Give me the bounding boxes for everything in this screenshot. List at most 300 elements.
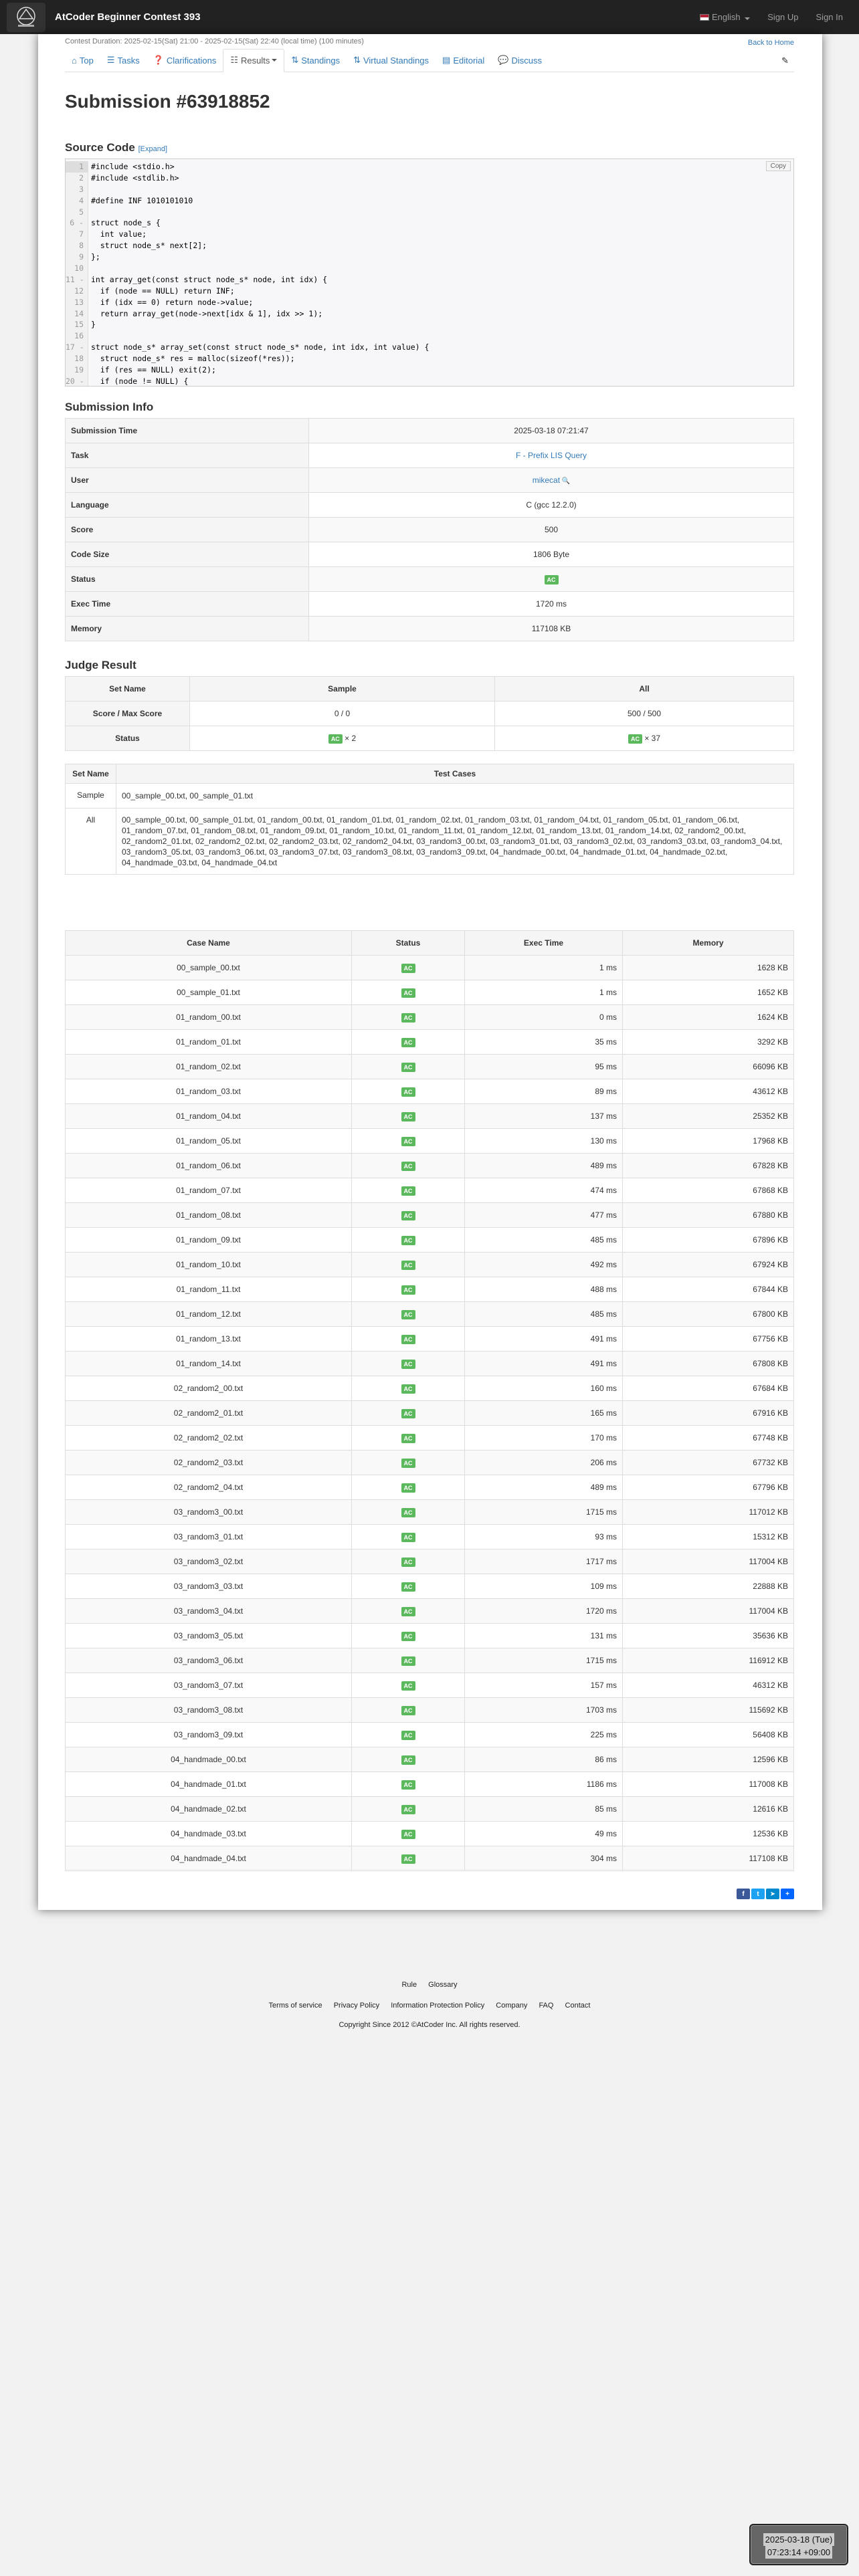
status-badge: AC (401, 1261, 415, 1270)
case-status (352, 1376, 465, 1401)
table-row (66, 980, 794, 1005)
case-exec-time: 1720 ms (465, 1599, 623, 1624)
info-value (309, 493, 794, 518)
case-name: 03_random3_08.txt (66, 1698, 352, 1723)
status-badge: AC (401, 1632, 415, 1641)
test-sets-table (65, 764, 794, 875)
language-selector[interactable] (700, 12, 750, 22)
case-exec-time: 1717 ms (465, 1549, 623, 1574)
comment-icon: 💬 (498, 55, 509, 65)
case-name: 03_random3_00.txt (66, 1500, 352, 1525)
tab-tasks[interactable] (100, 55, 147, 72)
status-badge: AC (401, 1755, 415, 1765)
case-exec-time: 206 ms (465, 1451, 623, 1475)
case-exec-time: 160 ms (465, 1376, 623, 1401)
code-line (66, 342, 793, 353)
case-memory: 66096 KB (623, 1055, 794, 1079)
back-to-home-link[interactable]: Back to Home (747, 39, 794, 47)
case-status (352, 1277, 465, 1302)
tab-label: Top (79, 56, 94, 66)
info-label: User (66, 468, 309, 493)
col-set-name: Set Name (66, 677, 190, 702)
case-name: 04_handmade_01.txt (66, 1772, 352, 1797)
case-status (352, 1698, 465, 1723)
code-text (88, 263, 91, 274)
info-row (66, 542, 794, 567)
code-text: if (node == NULL) return INF; (91, 286, 235, 296)
line-number: 9 (66, 251, 88, 263)
col-memory: Memory (623, 931, 794, 956)
case-exec-time: 1 ms (465, 980, 623, 1005)
code-text: int array_get(const struct node_s* node, int idx) { (91, 274, 328, 284)
code-text: return array_get(node->next[idx & 1], idx >> 1); (91, 308, 323, 318)
tab-virtual-standings[interactable] (347, 55, 436, 72)
case-name: 01_random_13.txt (66, 1327, 352, 1352)
search-icon[interactable]: 🔍 (560, 477, 571, 485)
info-label: Exec Time (66, 592, 309, 617)
footer-link-faq[interactable]: FAQ (539, 2002, 554, 2010)
col-case-name: Case Name (66, 931, 352, 956)
status-badge: AC (401, 1830, 415, 1839)
code-line (66, 308, 793, 320)
code-text: #include <stdio.h> (91, 162, 175, 171)
info-row (66, 567, 794, 592)
case-memory: 117108 KB (623, 1846, 794, 1871)
table-row (66, 1203, 794, 1228)
table-row (66, 1599, 794, 1624)
case-name: 01_random_06.txt (66, 1154, 352, 1178)
info-label: Code Size (66, 542, 309, 567)
user-link[interactable]: mikecat (532, 475, 561, 485)
case-memory: 1624 KB (623, 1005, 794, 1030)
status-badge: AC (401, 1087, 415, 1097)
case-exec-time: 491 ms (465, 1327, 623, 1352)
case-name: 01_random_01.txt (66, 1030, 352, 1055)
home-icon: ⌂ (72, 56, 77, 66)
status-badge: AC (401, 1310, 415, 1319)
code-text: #define INF 1010101010 (91, 195, 193, 205)
code-text (88, 330, 91, 342)
case-name: 03_random3_05.txt (66, 1624, 352, 1648)
submission-info-heading: Submission Info (65, 401, 154, 413)
task-link[interactable]: F - Prefix LIS Query (515, 451, 587, 460)
case-memory: 67896 KB (623, 1228, 794, 1253)
line-number: 6 - (66, 217, 88, 229)
case-exec-time: 492 ms (465, 1253, 623, 1277)
table-row (66, 1549, 794, 1574)
case-status (352, 1253, 465, 1277)
tab-top[interactable] (65, 56, 100, 72)
sample-score: 0 / 0 (190, 702, 495, 726)
case-status (352, 1129, 465, 1154)
case-exec-time: 165 ms (465, 1401, 623, 1426)
case-exec-time: 304 ms (465, 1846, 623, 1871)
status-badge: AC (401, 1854, 415, 1864)
table-row (66, 1352, 794, 1376)
table-row (66, 1401, 794, 1426)
case-name: 01_random_09.txt (66, 1228, 352, 1253)
tab-discuss[interactable] (491, 55, 549, 72)
table-row (66, 1426, 794, 1451)
twitter-icon[interactable]: t (751, 1889, 765, 1899)
line-number: 17 - (66, 342, 88, 353)
code-text: struct node_s { (91, 218, 161, 228)
case-exec-time: 1 ms (465, 956, 623, 980)
copyright: Copyright Since 2012 ©AtCoder Inc. All rights reserved. (339, 2021, 520, 2029)
case-name: 03_random3_06.txt (66, 1648, 352, 1673)
col-set-name: Set Name (66, 764, 116, 784)
table-row (66, 1253, 794, 1277)
case-name: 03_random3_02.txt (66, 1549, 352, 1574)
case-status (352, 980, 465, 1005)
tab-label: Clarifications (166, 55, 217, 66)
tab-label: Tasks (117, 55, 140, 66)
status-badge: AC (401, 1063, 415, 1072)
chevron-down-icon (272, 59, 277, 62)
col-all: All (495, 677, 794, 702)
clock-time: 07:23:14 +09:00 (765, 2546, 832, 2559)
tab-label: Standings (301, 55, 341, 66)
case-memory: 15312 KB (623, 1525, 794, 1549)
line-number: 11 - (66, 274, 88, 286)
sign-in-link[interactable]: Sign In (816, 12, 843, 22)
source-code-heading (65, 141, 167, 154)
table-row (66, 1574, 794, 1599)
tab-label: Virtual Standings (363, 55, 430, 66)
sort-icon: ⇅ (291, 55, 299, 65)
status-badge: AC (545, 575, 559, 584)
status-badge: AC (401, 1558, 415, 1567)
case-memory: 67844 KB (623, 1277, 794, 1302)
share-plus-icon[interactable]: + (781, 1889, 794, 1899)
case-exec-time: 93 ms (465, 1525, 623, 1549)
code-text: if (node != NULL) { (91, 376, 189, 386)
code-line (66, 263, 793, 274)
case-name: 02_random2_03.txt (66, 1451, 352, 1475)
line-number: 4 (66, 195, 88, 207)
case-status (352, 1327, 465, 1352)
case-name: 01_random_05.txt (66, 1129, 352, 1154)
case-name: 00_sample_01.txt (66, 980, 352, 1005)
case-exec-time: 474 ms (465, 1178, 623, 1203)
code-line (66, 274, 793, 286)
case-status (352, 1624, 465, 1648)
case-status (352, 1154, 465, 1178)
case-name: 02_random2_02.txt (66, 1426, 352, 1451)
case-exec-time: 491 ms (465, 1352, 623, 1376)
submission-info-table (65, 418, 794, 641)
case-memory: 56408 KB (623, 1723, 794, 1747)
line-number: 2 (66, 173, 88, 184)
info-value-text: 500 (544, 525, 559, 534)
score-table (65, 676, 794, 751)
line-number: 13 (66, 297, 88, 308)
case-name: 04_handmade_00.txt (66, 1747, 352, 1772)
code-line (66, 207, 793, 218)
case-exec-time: 131 ms (465, 1624, 623, 1648)
code-line (66, 173, 793, 184)
case-status (352, 1352, 465, 1376)
table-row (66, 1030, 794, 1055)
table-row (66, 1129, 794, 1154)
footer-link-info-protection[interactable]: Information Protection Policy (391, 2002, 485, 2010)
info-value (309, 443, 794, 468)
info-row (66, 443, 794, 468)
footer-link-rule[interactable]: Rule (401, 1981, 417, 1989)
code-text: if (idx == 0) return node->value; (91, 297, 254, 307)
case-memory: 25352 KB (623, 1104, 794, 1129)
code-text: struct node_s* res = malloc(sizeof(*res)); (91, 354, 295, 364)
status-badge: AC (401, 1434, 415, 1443)
case-exec-time: 35 ms (465, 1030, 623, 1055)
case-status (352, 1846, 465, 1871)
footer-link-privacy[interactable]: Privacy Policy (333, 2002, 380, 2010)
code-line (66, 184, 793, 195)
case-name: 01_random_14.txt (66, 1352, 352, 1376)
info-value (309, 468, 794, 493)
case-exec-time: 489 ms (465, 1475, 623, 1500)
facebook-icon[interactable]: f (737, 1889, 750, 1899)
case-status (352, 1500, 465, 1525)
case-memory: 67916 KB (623, 1401, 794, 1426)
info-value-text: 1720 ms (535, 599, 567, 609)
status-badge: AC (401, 1805, 415, 1814)
case-status (352, 1178, 465, 1203)
test-cases-table (65, 930, 794, 1871)
code-line (66, 319, 793, 330)
case-exec-time: 0 ms (465, 1005, 623, 1030)
case-name: 03_random3_09.txt (66, 1723, 352, 1747)
table-row (66, 1648, 794, 1673)
sample-count: × 2 (345, 733, 357, 743)
contest-duration: Contest Duration: 2025-02-15(Sat) 21:00 - 2025-02-15(Sat) 22:40 (local time) (100 minutes) (65, 37, 364, 45)
tab-editorial[interactable] (436, 55, 491, 72)
case-memory: 117008 KB (623, 1772, 794, 1797)
case-memory: 12616 KB (623, 1797, 794, 1822)
col-sample: Sample (190, 677, 495, 702)
table-row (66, 1154, 794, 1178)
tab-results[interactable] (223, 49, 284, 72)
contest-brand-link[interactable]: AtCoder Beginner Contest 393 (55, 11, 201, 23)
info-value (309, 592, 794, 617)
case-status (352, 1574, 465, 1599)
book-icon: ▤ (442, 55, 451, 65)
case-memory: 67732 KB (623, 1451, 794, 1475)
line-number: 8 (66, 240, 88, 251)
case-status (352, 956, 465, 980)
info-label: Language (66, 493, 309, 518)
code-line (66, 229, 793, 240)
info-row (66, 592, 794, 617)
status-badge: AC (401, 1013, 415, 1023)
share-buttons (737, 1889, 794, 1899)
case-memory: 67868 KB (623, 1178, 794, 1203)
info-row (66, 493, 794, 518)
case-name: 03_random3_07.txt (66, 1673, 352, 1698)
code-text (88, 207, 91, 218)
fixed-clock (749, 2524, 848, 2565)
case-status (352, 1302, 465, 1327)
list-alt-icon: ☷ (230, 55, 238, 65)
footer-link-glossary[interactable]: Glossary (428, 1981, 458, 1989)
telegram-icon[interactable]: ➤ (766, 1889, 779, 1899)
code-line (66, 286, 793, 297)
case-memory: 67808 KB (623, 1352, 794, 1376)
info-label: Status (66, 567, 309, 592)
list-icon: ☰ (106, 55, 115, 65)
status-badge: AC (628, 734, 642, 744)
case-status (352, 1203, 465, 1228)
status-badge: AC (401, 1038, 415, 1047)
case-status (352, 1599, 465, 1624)
tab-clarifications[interactable] (147, 55, 223, 72)
info-label: Task (66, 443, 309, 468)
case-memory: 67756 KB (623, 1327, 794, 1352)
code-line (66, 217, 793, 229)
col-status: Status (352, 931, 465, 956)
code-line (66, 376, 793, 387)
code-line (66, 353, 793, 364)
info-value (309, 542, 794, 567)
code-text: #include <stdlib.h> (91, 173, 179, 183)
status-badge: AC (401, 1780, 415, 1790)
copy-button[interactable]: Copy (766, 161, 791, 171)
case-memory: 117004 KB (623, 1599, 794, 1624)
pin-icon[interactable]: ✎ (781, 56, 789, 66)
info-label: Memory (66, 617, 309, 641)
info-row (66, 419, 794, 443)
status-badge: AC (401, 1656, 415, 1666)
page-title: Submission #63918852 (65, 91, 270, 112)
source-code-block[interactable] (65, 158, 794, 387)
table-row (66, 1624, 794, 1648)
case-name: 01_random_03.txt (66, 1079, 352, 1104)
atcoder-logo[interactable] (7, 3, 45, 32)
info-row (66, 518, 794, 542)
case-exec-time: 95 ms (465, 1055, 623, 1079)
case-exec-time: 477 ms (465, 1203, 623, 1228)
case-name: 03_random3_01.txt (66, 1525, 352, 1549)
tab-label: Discuss (511, 55, 542, 66)
case-exec-time: 1186 ms (465, 1772, 623, 1797)
us-flag-icon (700, 14, 709, 21)
language-label: English (712, 12, 741, 22)
table-row (66, 1772, 794, 1797)
main-panel (38, 34, 822, 1910)
case-exec-time: 485 ms (465, 1302, 623, 1327)
footer-link-terms[interactable]: Terms of service (268, 2002, 322, 2010)
info-value (309, 419, 794, 443)
table-row (66, 956, 794, 980)
case-name: 01_random_08.txt (66, 1203, 352, 1228)
status-badge: AC (401, 1731, 415, 1740)
code-text: if (res == NULL) exit(2); (91, 365, 216, 375)
case-name: 01_random_12.txt (66, 1302, 352, 1327)
case-name: 04_handmade_04.txt (66, 1846, 352, 1871)
code-text: } (91, 320, 96, 330)
info-value-text: C (gcc 12.2.0) (526, 500, 577, 510)
sign-up-link[interactable]: Sign Up (767, 12, 799, 22)
status-badge: AC (401, 1360, 415, 1369)
info-value (309, 617, 794, 641)
table-row (66, 1277, 794, 1302)
status-badge: AC (401, 1186, 415, 1196)
table-row (66, 1797, 794, 1822)
case-status (352, 1401, 465, 1426)
case-memory: 116912 KB (623, 1648, 794, 1673)
table-row (66, 1475, 794, 1500)
line-number: 12 (66, 286, 88, 297)
case-name: 01_random_00.txt (66, 1005, 352, 1030)
footer-link-company[interactable]: Company (496, 2002, 528, 2010)
case-status (352, 1426, 465, 1451)
code-line (66, 161, 793, 173)
case-name: 03_random3_04.txt (66, 1599, 352, 1624)
case-status (352, 1030, 465, 1055)
code-text: struct node_s* array_set(const struct node_s* node, int idx, int value) { (91, 342, 430, 352)
footer-link-contact[interactable]: Contact (565, 2002, 591, 2010)
footer (0, 1981, 859, 2029)
code-line (66, 195, 793, 207)
sort-icon: ⇅ (353, 55, 361, 65)
table-row (66, 1005, 794, 1030)
case-name: 01_random_10.txt (66, 1253, 352, 1277)
case-name: 01_random_04.txt (66, 1104, 352, 1129)
code-text (88, 184, 91, 195)
table-row (66, 1698, 794, 1723)
case-memory: 35636 KB (623, 1624, 794, 1648)
divider (65, 1869, 794, 1870)
table-row (66, 1673, 794, 1698)
line-number: 19 (66, 364, 88, 376)
case-status (352, 1549, 465, 1574)
case-memory: 115692 KB (623, 1698, 794, 1723)
code-text: int value; (91, 229, 147, 239)
table-row (66, 1376, 794, 1401)
table-row (66, 1525, 794, 1549)
case-status (352, 1673, 465, 1698)
tab-label: Results (240, 55, 270, 66)
code-text: }; (91, 252, 100, 262)
status-badge: AC (401, 1508, 415, 1517)
case-status (352, 1772, 465, 1797)
tab-standings[interactable] (284, 55, 347, 72)
status-badge: AC (401, 1607, 415, 1616)
status-badge: AC (401, 1706, 415, 1715)
case-exec-time: 489 ms (465, 1154, 623, 1178)
table-row (66, 1302, 794, 1327)
case-name: 02_random2_00.txt (66, 1376, 352, 1401)
case-status (352, 1797, 465, 1822)
case-status (352, 1079, 465, 1104)
case-exec-time: 225 ms (465, 1723, 623, 1747)
info-label: Submission Time (66, 419, 309, 443)
table-row (66, 1228, 794, 1253)
expand-code-link[interactable]: [Expand] (138, 145, 168, 153)
status-badge: AC (401, 1211, 415, 1220)
row-score-label: Score / Max Score (66, 702, 190, 726)
line-number: 16 (66, 330, 88, 342)
case-exec-time: 137 ms (465, 1104, 623, 1129)
case-status (352, 1747, 465, 1772)
set-cases-sample: 00_sample_00.txt, 00_sample_01.txt (116, 784, 794, 809)
table-row (66, 1104, 794, 1129)
table-row (66, 1178, 794, 1203)
line-number: 1 (66, 161, 88, 173)
set-name-all: All (66, 809, 116, 875)
case-exec-time: 86 ms (465, 1747, 623, 1772)
case-exec-time: 49 ms (465, 1822, 623, 1846)
